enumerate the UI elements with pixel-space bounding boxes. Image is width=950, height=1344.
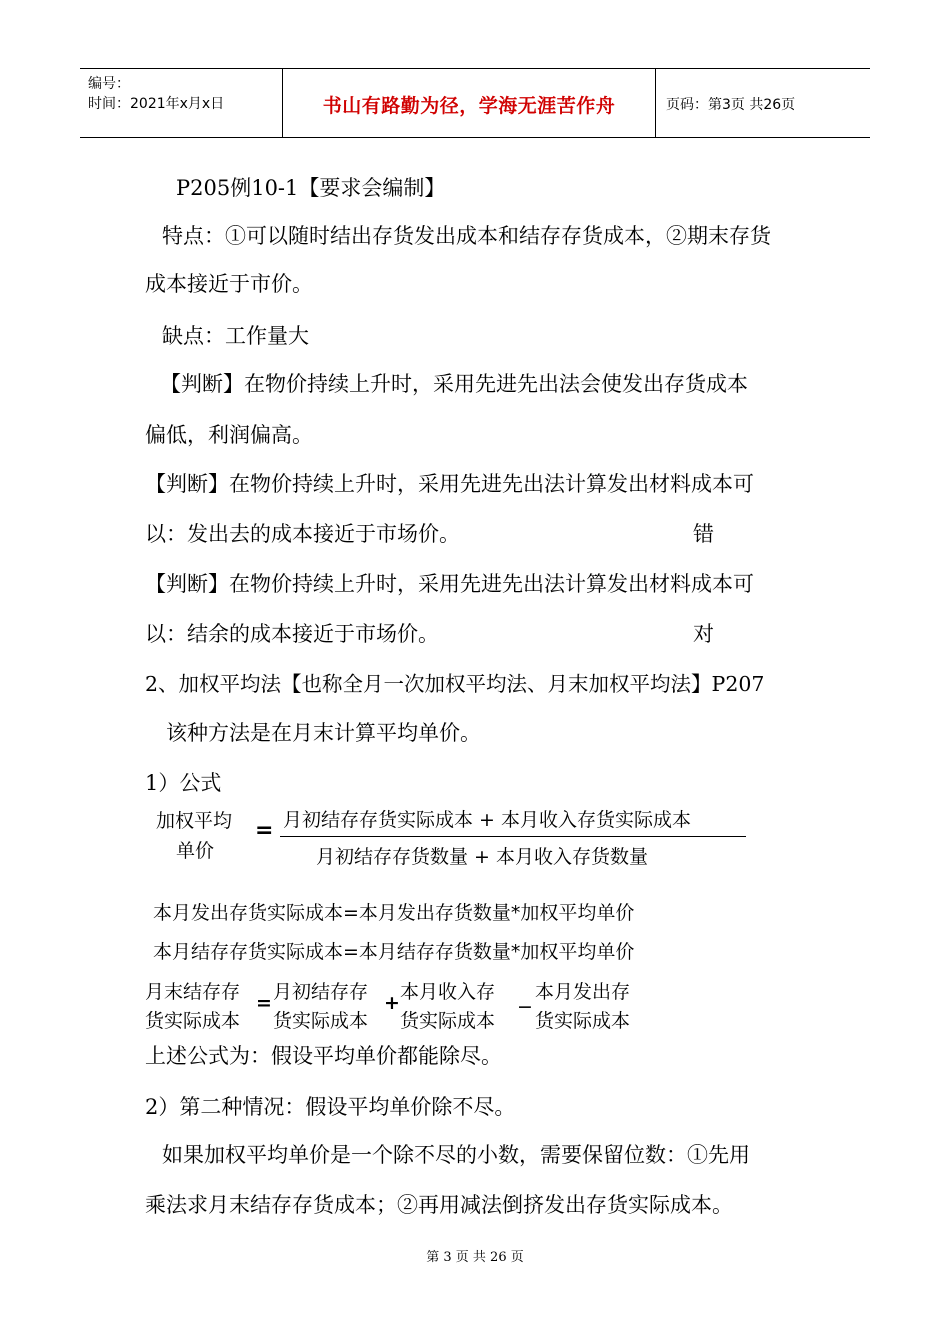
header-page-cell bbox=[656, 69, 870, 137]
case-2-line-1: 如果加权平均单价是一个除不尽的小数，需要保留位数：①先用 bbox=[162, 1143, 750, 1167]
formula-4-term-a-bottom: 货实际成本 bbox=[145, 1010, 241, 1032]
feature-line-2: 成本接近于市价。 bbox=[145, 272, 313, 296]
formula-4-term-c-bottom: 货实际成本 bbox=[400, 1010, 496, 1032]
doc-number-label: 编号： bbox=[88, 76, 130, 92]
formula-1-equals: = bbox=[255, 818, 274, 843]
case-2-line-2: 乘法求月末结存存货成本；②再用减法倒挤发出存货实际成本。 bbox=[145, 1193, 733, 1217]
formula-1-numerator: 月初结存存货实际成本 + 本月收入存货实际成本 bbox=[283, 809, 692, 831]
formula-2: 本月发出存货实际成本=本月发出存货数量*加权平均单价 bbox=[153, 902, 635, 924]
formula-heading: 1）公式 bbox=[145, 771, 222, 795]
feature-line-1: 特点：①可以随时结出存货发出成本和结存存货成本，②期末存货 bbox=[162, 224, 771, 248]
formula-4-term-c-top: 本月收入存 bbox=[400, 981, 496, 1003]
header-motto-cell bbox=[283, 69, 656, 137]
doc-time-label: 时间：2021年x月x日 bbox=[88, 96, 225, 112]
judgment-3-line-1: 【判断】在物价持续上升时，采用先进先出法计算发出材料成本可 bbox=[145, 572, 754, 596]
formula-3: 本月结存存货实际成本=本月结存存货数量*加权平均单价 bbox=[153, 941, 635, 963]
header-meta-cell bbox=[80, 69, 283, 137]
formula-1-denominator: 月初结存存货数量 + 本月收入存货数量 bbox=[316, 846, 648, 868]
section-2-description: 该种方法是在月末计算平均单价。 bbox=[166, 721, 481, 745]
formula-assumption: 上述公式为：假设平均单价都能除尽。 bbox=[145, 1044, 502, 1068]
page-footer: 第 3 页 共 26 页 bbox=[426, 1250, 524, 1265]
formula-1-left-top: 加权平均 bbox=[156, 810, 233, 832]
formula-4-equals: = bbox=[256, 992, 272, 1014]
judgment-3-answer: 对 bbox=[693, 622, 714, 646]
drawback-line: 缺点：工作量大 bbox=[162, 324, 309, 348]
header-page-info: 页码：第3页 共26页 bbox=[666, 97, 796, 113]
judgment-2-line-2: 以：发出去的成本接近于市场价。 bbox=[145, 522, 460, 546]
judgment-2-answer: 错 bbox=[693, 522, 714, 546]
formula-4-plus: + bbox=[384, 992, 400, 1014]
section-2-heading: 2、加权平均法【也称全月一次加权平均法、月末加权平均法】P207 bbox=[145, 672, 765, 696]
case-2-heading: 2）第二种情况：假设平均单价除不尽。 bbox=[145, 1095, 516, 1119]
judgment-1-line-1: 【判断】在物价持续上升时，采用先进先出法会使发出存货成本 bbox=[160, 372, 748, 396]
formula-1-fraction-bar bbox=[280, 836, 746, 837]
header-motto: 书山有路勤为径，学海无涯苦作舟 bbox=[322, 95, 616, 117]
formula-1-left-bottom: 单价 bbox=[176, 840, 215, 862]
formula-4-term-b-bottom: 货实际成本 bbox=[273, 1010, 369, 1032]
judgment-2-line-1: 【判断】在物价持续上升时，采用先进先出法计算发出材料成本可 bbox=[145, 472, 754, 496]
judgment-1-line-2: 偏低，利润偏高。 bbox=[145, 423, 313, 447]
formula-4-minus: − bbox=[517, 996, 533, 1018]
formula-4-term-d-bottom: 货实际成本 bbox=[535, 1010, 631, 1032]
page-header bbox=[80, 68, 870, 138]
judgment-3-line-2: 以：结余的成本接近于市场价。 bbox=[145, 622, 439, 646]
example-reference: P205例10-1【要求会编制】 bbox=[176, 176, 446, 200]
formula-4-term-a-top: 月末结存存 bbox=[145, 981, 241, 1003]
formula-4-term-b-top: 月初结存存 bbox=[273, 981, 369, 1003]
formula-4-term-d-top: 本月发出存 bbox=[535, 981, 631, 1003]
